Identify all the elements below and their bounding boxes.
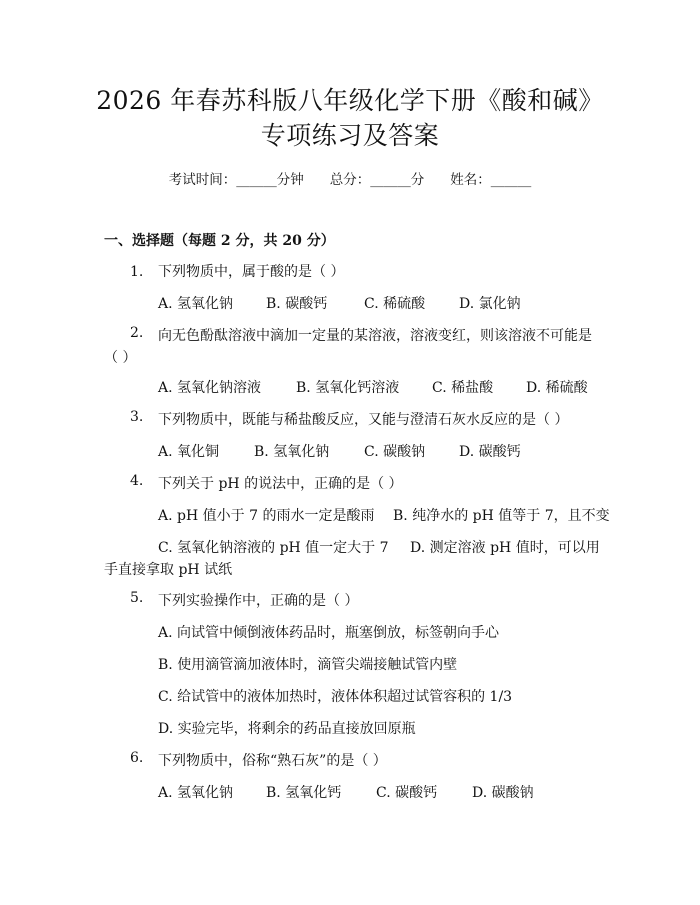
option-b: B. 氢氧化钠	[254, 444, 330, 460]
option-a: A. 氧化铜	[158, 444, 220, 460]
option-c: C. 碳酸钠	[364, 444, 426, 460]
option-b: B. 碳酸钙	[266, 296, 328, 312]
option-a: A. 向试管中倾倒液体药品时，瓶塞倒放，标签朝向手心	[158, 625, 500, 641]
option-d: D. 稀硫酸	[526, 380, 588, 396]
exam-title-line-1: 2026 年春苏科版八年级化学下册《酸和碱》	[96, 86, 604, 115]
score-label: 总分：______分	[329, 172, 425, 188]
exam-title-line-2: 专项练习及答案	[260, 121, 440, 150]
question-text-continued: （ ）	[104, 350, 137, 366]
question-number: 2.	[130, 325, 144, 341]
option-a: A. 氢氧化钠溶液	[158, 380, 262, 396]
option-a: A. 氢氧化钠	[158, 785, 234, 801]
section-heading: 一、选择题（每题 2 分，共 20 分）	[104, 233, 335, 249]
question-number: 4.	[130, 473, 144, 489]
option-b: B. 使用滴管滴加液体时，滴管尖端接触试管内壁	[158, 657, 458, 673]
option-c: C. 稀盐酸	[432, 380, 494, 396]
exam-meta	[0, 168, 700, 188]
option-d: D. 碳酸钠	[472, 785, 534, 801]
option-a: A. 氢氧化钠	[158, 296, 234, 312]
option-b: B. 氢氧化钙	[266, 785, 342, 801]
question-number: 3.	[130, 409, 144, 425]
option-d: D. 测定溶液 pH 值时，可以用	[410, 540, 600, 556]
question-text: 下列关于 pH 的说法中，正确的是（ ）	[158, 476, 403, 492]
option-d: D. 碳酸钙	[459, 444, 521, 460]
question-number: 1.	[130, 264, 144, 280]
option-c: C. 给试管中的液体加热时，液体体积超过试管容积的 1/3	[158, 689, 513, 705]
question-text: 下列物质中，既能与稀盐酸反应，又能与澄清石灰水反应的是（ ）	[158, 412, 569, 428]
option-c: C. 氢氧化钠溶液的 pH 值一定大于 7	[158, 540, 389, 556]
question-number: 5.	[130, 590, 144, 606]
question-number: 6.	[130, 750, 144, 766]
option-d: D. 实验完毕，将剩余的药品直接放回原瓶	[158, 721, 416, 737]
question-text: 下列物质中，俗称“熟石灰”的是（ ）	[158, 753, 387, 769]
option-d: D. 氯化钠	[459, 296, 521, 312]
question-text: 下列实验操作中，正确的是（ ）	[158, 593, 359, 609]
option-a: A. pH 值小于 7 的雨水一定是酸雨	[158, 508, 375, 524]
option-d-continued: 手直接拿取 pH 试纸	[104, 562, 233, 578]
option-c: C. 碳酸钙	[376, 785, 438, 801]
time-label: 考试时间：______分钟	[168, 172, 304, 188]
name-label: 姓名：______	[450, 172, 532, 188]
option-b: B. 氢氧化钙溶液	[296, 380, 400, 396]
option-b: B. 纯净水的 pH 值等于 7，且不变	[393, 508, 610, 524]
question-text: 下列物质中，属于酸的是（ ）	[158, 264, 345, 280]
question-text: 向无色酚酞溶液中滴加一定量的某溶液，溶液变红，则该溶液不可能是	[158, 328, 592, 344]
option-c: C. 稀硫酸	[364, 296, 426, 312]
